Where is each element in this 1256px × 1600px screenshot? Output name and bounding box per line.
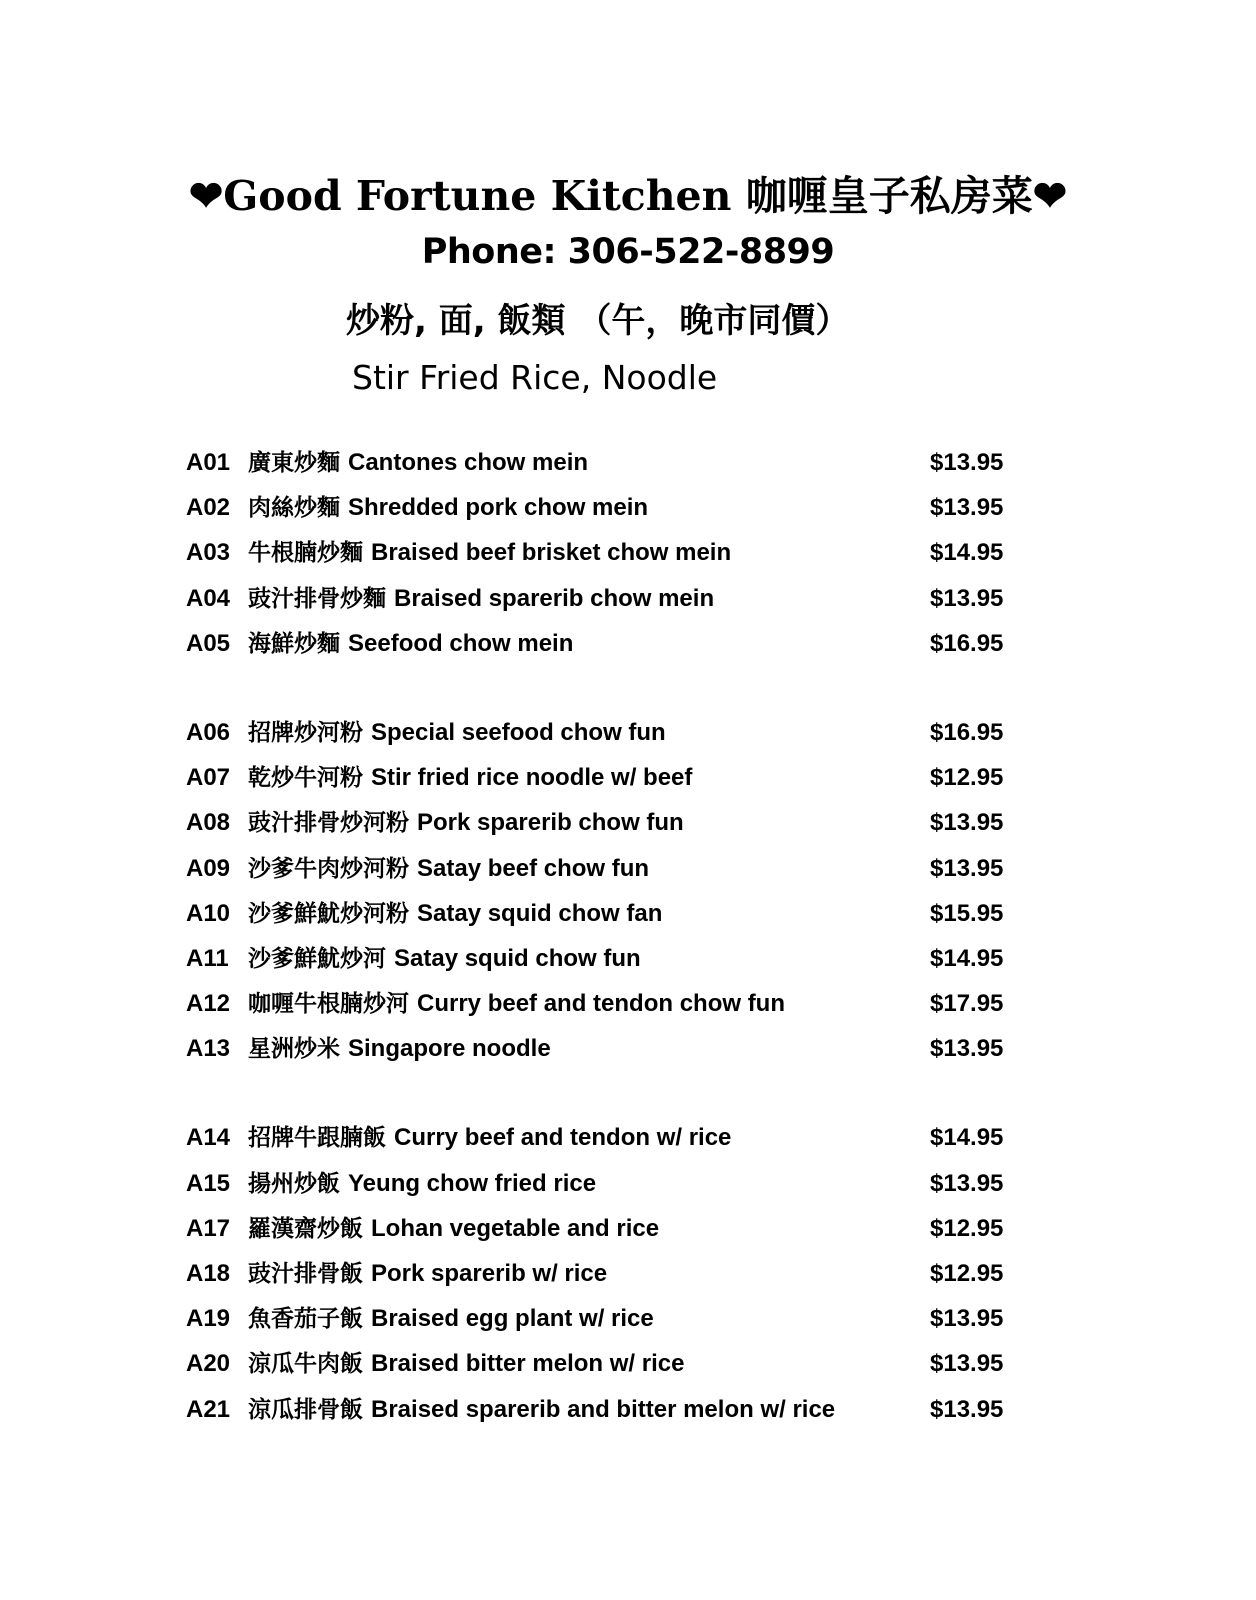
item-name-chinese: 沙爹鮮魷炒河 bbox=[248, 945, 386, 972]
item-name-english: Braised sparerib and bitter melon w/ rice bbox=[371, 1395, 836, 1423]
item-price: $13.95 bbox=[930, 1035, 1004, 1063]
item-code: A21 bbox=[186, 1395, 231, 1423]
menu-group bbox=[186, 710, 1026, 1072]
menu-item bbox=[186, 755, 1026, 800]
item-code: A18 bbox=[186, 1260, 231, 1287]
item-code: A19 bbox=[186, 1305, 231, 1333]
item-name-english: Braised egg plant w/ rice bbox=[371, 1305, 654, 1333]
item-price: $13.95 bbox=[930, 854, 1004, 882]
item-name-english: Stir fried rice noodle w/ beef bbox=[371, 764, 693, 792]
item-code: A10 bbox=[186, 899, 231, 927]
menu-list bbox=[186, 440, 1026, 1476]
item-code: A20 bbox=[186, 1350, 231, 1378]
item-name-english: Yeung chow fried rice bbox=[348, 1169, 597, 1197]
item-price: $13.95 bbox=[930, 1169, 1004, 1197]
item-code: A07 bbox=[186, 764, 231, 792]
item-code: A17 bbox=[186, 1214, 231, 1242]
item-code: A06 bbox=[186, 718, 231, 746]
item-name-chinese: 沙爹牛肉炒河粉 bbox=[248, 855, 409, 882]
menu-item bbox=[186, 846, 1026, 891]
item-name-chinese: 海鮮炒麵 bbox=[248, 630, 340, 657]
phone-number: Phone: 306-522-8899 bbox=[421, 232, 835, 272]
menu-item bbox=[186, 981, 1026, 1026]
section-heading-chinese: 炒粉, 面, 飯類 （午，晚市同價） bbox=[346, 301, 850, 341]
item-name-english: Singapore noodle bbox=[348, 1035, 551, 1063]
menu-item bbox=[186, 1206, 1026, 1251]
item-name-english: Braised beef brisket chow mein bbox=[371, 539, 732, 567]
item-price: $13.95 bbox=[930, 1350, 1004, 1378]
item-name-english: Seefood chow mein bbox=[348, 629, 574, 657]
item-name-english: Pork sparerib chow fun bbox=[417, 809, 684, 837]
item-name-chinese: 咖喱牛根腩炒河 bbox=[248, 991, 409, 1018]
item-code: A03 bbox=[186, 539, 231, 567]
item-name-english: Satay squid chow fan bbox=[417, 899, 663, 927]
menu-item bbox=[186, 710, 1026, 755]
item-name-chinese: 星洲炒米 bbox=[248, 1036, 340, 1063]
item-price: $14.95 bbox=[930, 1124, 1004, 1152]
menu-item bbox=[186, 1161, 1026, 1206]
menu-item bbox=[186, 1115, 1026, 1160]
menu-group bbox=[186, 440, 1026, 666]
item-price: $12.95 bbox=[930, 1214, 1004, 1242]
item-price: $13.95 bbox=[930, 1305, 1004, 1333]
item-name-chinese: 牛根腩炒麵 bbox=[248, 540, 363, 567]
item-name-chinese: 肉絲炒麵 bbox=[248, 495, 340, 522]
menu-item bbox=[186, 1251, 1026, 1296]
item-price: $13.95 bbox=[930, 1395, 1004, 1423]
item-name-chinese: 沙爹鮮魷炒河粉 bbox=[248, 900, 409, 927]
item-name-chinese: 豉汁排骨炒麵 bbox=[248, 585, 386, 612]
menu-item bbox=[186, 891, 1026, 936]
item-code: A09 bbox=[186, 854, 231, 882]
item-code: A02 bbox=[186, 494, 231, 522]
item-code: A05 bbox=[186, 629, 231, 657]
menu-item bbox=[186, 1296, 1026, 1341]
item-name-english: Curry beef and tendon w/ rice bbox=[394, 1124, 732, 1152]
item-name-english: Curry beef and tendon chow fun bbox=[417, 990, 786, 1018]
item-name-chinese: 涼瓜排骨飯 bbox=[248, 1396, 363, 1423]
item-code: A12 bbox=[186, 990, 231, 1018]
menu-item bbox=[186, 621, 1026, 666]
item-name-chinese: 羅漢齋炒飯 bbox=[248, 1215, 363, 1242]
item-name-chinese: 揚州炒飯 bbox=[248, 1170, 340, 1197]
menu-item bbox=[186, 800, 1026, 845]
item-name-chinese: 豉汁排骨炒河粉 bbox=[248, 810, 409, 837]
menu-item bbox=[186, 576, 1026, 621]
item-price: $14.95 bbox=[930, 944, 1004, 972]
item-price: $13.95 bbox=[930, 809, 1004, 837]
item-code: A11 bbox=[186, 944, 229, 972]
item-price: $12.95 bbox=[930, 1260, 1004, 1287]
section-heading-english: Stir Fried Rice, Noodle bbox=[352, 358, 718, 397]
item-name-english: Cantones chow mein bbox=[348, 449, 589, 476]
menu-item bbox=[186, 1341, 1026, 1386]
item-name-english: Satay squid chow fun bbox=[394, 944, 641, 972]
item-name-chinese: 招牌炒河粉 bbox=[248, 719, 363, 746]
menu-item bbox=[186, 530, 1026, 575]
menu-item bbox=[186, 1026, 1026, 1071]
item-name-chinese: 魚香茄子飯 bbox=[248, 1306, 363, 1333]
item-name-english: Pork sparerib w/ rice bbox=[371, 1260, 608, 1287]
item-name-english: Lohan vegetable and rice bbox=[371, 1214, 660, 1242]
item-code: A14 bbox=[186, 1124, 231, 1152]
item-price: $14.95 bbox=[930, 539, 1004, 567]
item-price: $15.95 bbox=[930, 899, 1004, 927]
item-name-english: Braised sparerib chow mein bbox=[394, 584, 715, 612]
item-price: $12.95 bbox=[930, 764, 1004, 792]
menu-item bbox=[186, 485, 1026, 530]
item-price: $13.95 bbox=[930, 449, 1004, 476]
item-name-english: Special seefood chow fun bbox=[371, 718, 666, 746]
item-name-english: Shredded pork chow mein bbox=[348, 494, 649, 522]
menu-item bbox=[186, 936, 1026, 981]
item-code: A08 bbox=[186, 809, 231, 837]
item-price: $16.95 bbox=[930, 718, 1004, 746]
item-price: $13.95 bbox=[930, 584, 1004, 612]
item-name-chinese: 招牌牛跟腩飯 bbox=[248, 1125, 386, 1152]
restaurant-title: ❤Good Fortune Kitchen 咖喱皇子私房菜❤ bbox=[188, 172, 1068, 220]
item-name-english: Satay beef chow fun bbox=[417, 854, 650, 882]
item-price: $13.95 bbox=[930, 494, 1004, 522]
item-code: A01 bbox=[186, 449, 231, 476]
item-name-chinese: 廣東炒麵 bbox=[248, 450, 340, 476]
item-name-chinese: 豉汁排骨飯 bbox=[248, 1261, 363, 1287]
menu-group bbox=[186, 1115, 1026, 1431]
item-code: A13 bbox=[186, 1035, 231, 1063]
item-price: $17.95 bbox=[930, 990, 1004, 1018]
item-code: A04 bbox=[186, 584, 231, 612]
item-name-english: Braised bitter melon w/ rice bbox=[371, 1350, 685, 1378]
item-name-chinese: 涼瓜牛肉飯 bbox=[248, 1351, 363, 1378]
item-code: A15 bbox=[186, 1169, 231, 1197]
item-name-chinese: 乾炒牛河粉 bbox=[248, 765, 363, 792]
menu-item bbox=[186, 1387, 1026, 1432]
item-price: $16.95 bbox=[930, 629, 1004, 657]
menu-item bbox=[186, 440, 1026, 485]
